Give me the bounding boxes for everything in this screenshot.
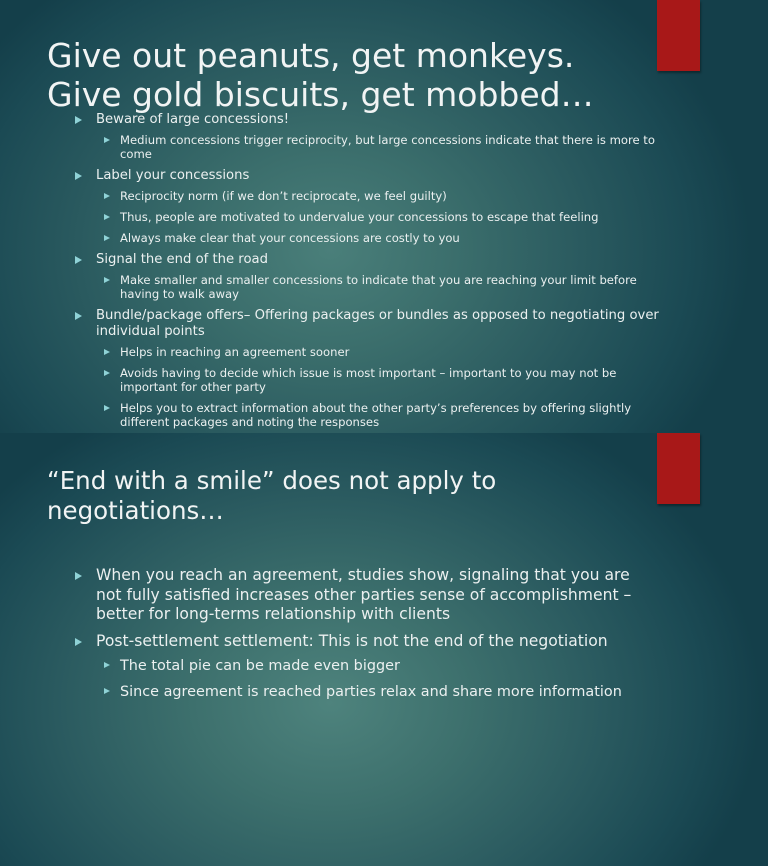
slide-title-line: negotiations…: [47, 496, 224, 525]
sub-bullet-text: Always make clear that your concessions are costly to you: [120, 231, 460, 245]
bullet-text: Post-settlement settlement: This is not the end of the negotiation: [96, 631, 608, 650]
triangle-bullet-icon: [75, 572, 82, 580]
bullet-text: Beware of large concessions!: [96, 112, 290, 127]
slide-title-line: Give out peanuts, get monkeys.: [47, 36, 575, 75]
bullet-text: Bundle/package offers– Offering packages or bundles as opposed to negotiating over individual points: [96, 308, 659, 339]
red-accent-bar: [657, 433, 700, 504]
bullet-item: [75, 308, 660, 429]
triangle-bullet-icon: [104, 370, 110, 376]
sub-bullet-item: [104, 231, 660, 245]
bullet-item: [75, 566, 645, 625]
sub-bullet-item: [104, 345, 660, 359]
sub-bullet-item: [104, 133, 660, 161]
sub-bullet-text: Helps you to extract information about the other party’s preferences by offering slightly different packages and noting the responses: [120, 401, 632, 429]
bullet-list: [75, 566, 645, 709]
sub-bullet-item: [104, 189, 660, 203]
slide-2: [0, 433, 768, 866]
triangle-bullet-icon: [75, 638, 82, 646]
triangle-bullet-icon: [104, 137, 110, 143]
triangle-bullet-icon: [104, 405, 110, 411]
bullet-list: [75, 112, 660, 433]
sub-bullet-item: [104, 657, 645, 675]
bullet-item: [75, 168, 660, 245]
triangle-bullet-icon: [104, 277, 110, 283]
bullet-text: Signal the end of the road: [96, 252, 268, 267]
slide-title-line: “End with a smile” does not apply to: [47, 466, 497, 495]
bullet-item: [75, 252, 660, 301]
bullet-text: Label your concessions: [96, 168, 250, 183]
red-accent-bar: [657, 0, 700, 71]
triangle-bullet-icon: [104, 688, 110, 694]
slide-title: [47, 36, 647, 114]
sub-bullet-text: Since agreement is reached parties relax and share more information: [120, 684, 622, 700]
triangle-bullet-icon: [104, 235, 110, 241]
triangle-bullet-icon: [75, 256, 82, 264]
sub-bullet-text: Reciprocity norm (if we don’t reciprocate, we feel guilty): [120, 189, 447, 203]
triangle-bullet-icon: [104, 214, 110, 220]
sub-bullet-item: [104, 683, 645, 701]
sub-bullet-item: [104, 401, 660, 429]
triangle-bullet-icon: [75, 116, 82, 124]
triangle-bullet-icon: [75, 172, 82, 180]
slide-title: [47, 466, 607, 526]
bullet-item: [75, 632, 645, 702]
triangle-bullet-icon: [104, 193, 110, 199]
triangle-bullet-icon: [104, 349, 110, 355]
sub-bullet-item: [104, 273, 660, 301]
sub-bullet-text: Make smaller and smaller concessions to indicate that you are reaching your limit before having to walk away: [120, 273, 637, 301]
sub-bullet-text: The total pie can be made even bigger: [120, 658, 400, 674]
bullet-text: When you reach an agreement, studies show, signaling that you are not fully satisfied increases other parties sense of accomplishment – better for long-terms relationship with clients: [96, 566, 632, 623]
sub-bullet-item: [104, 210, 660, 224]
triangle-bullet-icon: [104, 662, 110, 668]
bullet-item: [75, 112, 660, 161]
sub-bullet-text: Medium concessions trigger reciprocity, but large concessions indicate that there is more to come: [120, 133, 655, 161]
triangle-bullet-icon: [75, 312, 82, 320]
slide-title-line: Give gold biscuits, get mobbed…: [47, 75, 594, 114]
sub-bullet-text: Avoids having to decide which issue is most important – important to you may not be important for other party: [120, 366, 617, 394]
sub-bullet-text: Thus, people are motivated to undervalue your concessions to escape that feeling: [120, 210, 599, 224]
sub-bullet-item: [104, 366, 660, 394]
sub-bullet-text: Helps in reaching an agreement sooner: [120, 345, 350, 359]
